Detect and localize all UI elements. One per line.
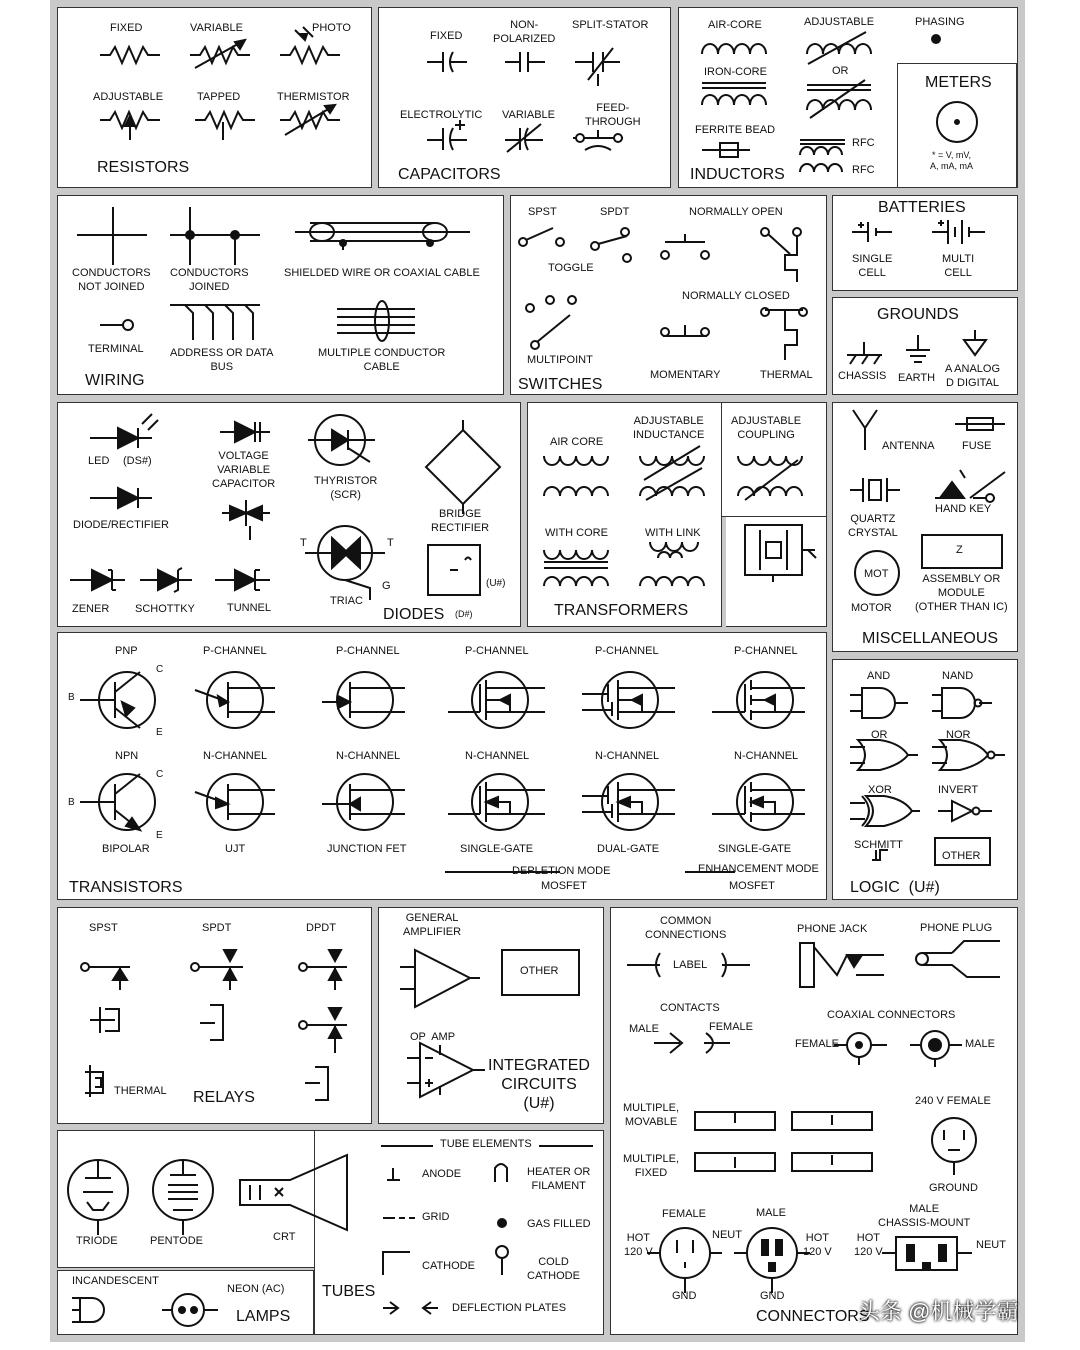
transistor-singlegate-label: SINGLE-GATE [460, 843, 534, 855]
capacitor-nonpolarized-label: NON- POLARIZED [493, 19, 556, 45]
transformer-withlink-label: WITH LINK [645, 527, 701, 539]
transistor-enh-singlegate-label: SINGLE-GATE [718, 843, 792, 855]
transistor-symbols [60, 660, 820, 870]
lamp-neon-label: NEON (AC) [227, 1283, 285, 1295]
conn-outlet-female-label: FEMALE [662, 1208, 707, 1220]
switch-spst-label: SPST [528, 206, 557, 218]
switch-normallyopen-label: NORMALLY OPEN [689, 206, 783, 218]
transistor-nchan2-label: N-CHANNEL [336, 750, 401, 762]
enhancement-mosfet-label: MOSFET [729, 880, 775, 892]
transformer-aircore-label: AIR CORE [550, 436, 604, 448]
depletion-mosfet-label: MOSFET [541, 880, 587, 892]
conn-common-label: COMMON CONNECTIONS [645, 915, 727, 941]
transformer-adjustable-coupling-label: ADJUSTABLE COUPLING [731, 415, 802, 441]
transistor-nchan4-label: N-CHANNEL [595, 750, 660, 762]
diode-bridge-label: BRIDGE RECTIFIER [431, 508, 490, 534]
resistors-title: RESISTORS [97, 159, 190, 176]
tube-heater-label: HEATER OR FILAMENT [527, 1166, 591, 1192]
meter-note: * = V, mV, A, mA, mA [930, 150, 974, 172]
meter-icon [932, 100, 982, 150]
depletion-mode-label: DEPLETION MODE [512, 865, 611, 877]
conn-phonejack-label: PHONE JACK [797, 923, 868, 935]
conn-coax-male-label: MALE [965, 1038, 995, 1050]
pin-b1-label: B [68, 692, 75, 703]
ground-symbols [842, 330, 1002, 366]
transformer-symbols [540, 450, 820, 600]
inductor-symbols [700, 30, 900, 180]
conn-multiple-movable-label: MULTIPLE, MOVABLE [623, 1102, 680, 1128]
relay-spst-label: SPST [89, 922, 118, 934]
misc-fuse-label: FUSE [962, 440, 992, 452]
resistor-fixed-label: FIXED [110, 22, 143, 34]
transistor-bipolar-label: BIPOLAR [102, 843, 150, 855]
tube-coldcathode-label: COLD CATHODE [527, 1256, 580, 1282]
enhancement-mode-label: ENHANCEMENT MODE [698, 863, 819, 875]
wiring-multicable-label: MULTIPLE CONDUCTOR CABLE [318, 347, 446, 373]
wiring-bus-label: ADDRESS OR DATA BUS [170, 347, 274, 373]
ic-other-label: OTHER [520, 965, 559, 977]
capacitor-fixed-label: FIXED [430, 30, 463, 42]
transistor-pchan4-label: P-CHANNEL [595, 645, 659, 657]
tube-pentode-label: PENTODE [150, 1235, 203, 1247]
switch-spdt-label: SPDT [600, 206, 630, 218]
lamps-title: LAMPS [236, 1308, 291, 1325]
logic-or-label: OR [871, 729, 888, 741]
conn-male-gnd-label: GND [760, 1290, 785, 1302]
capacitor-feedthrough-label: FEED- THROUGH [585, 102, 641, 128]
misc-assembly-label: ASSEMBLY OR MODULE (OTHER THAN IC) [915, 573, 1008, 613]
misc-crystal-label: QUARTZ CRYSTAL [848, 513, 898, 539]
ic-general-amp-label: GENERAL AMPLIFIER [403, 912, 462, 938]
ground-earth-label: EARTH [898, 372, 936, 384]
transistor-ujt-label: UJT [225, 843, 246, 855]
conn-female-gnd-label: GND [672, 1290, 697, 1302]
battery-symbols [850, 220, 1000, 250]
miscellaneous-title: MISCELLANEOUS [862, 630, 999, 647]
conn-contacts-label: CONTACTS [660, 1002, 720, 1014]
capacitor-splitstator-label: SPLIT-STATOR [572, 19, 649, 31]
inductor-rfc1-label: RFC [852, 137, 875, 149]
conn-240v-ground-label: GROUND [929, 1182, 978, 1194]
ic-symbols [395, 945, 595, 1105]
pin-e2-label: E [156, 830, 163, 841]
diode-zener-label: ZENER [72, 603, 110, 615]
conn-chassis-neut-label: NEUT [976, 1239, 1006, 1251]
triac-g-label: G [382, 580, 391, 592]
ics-title: INTEGRATED CIRCUITS (U#) [488, 1057, 590, 1113]
inductor-ironcore-label: IRON-CORE [704, 66, 767, 78]
tube-elements-label: TUBE ELEMENTS [440, 1138, 532, 1150]
pin-c2-label: C [156, 769, 164, 780]
transistor-pchan1-label: P-CHANNEL [203, 645, 267, 657]
capacitor-symbols [425, 50, 665, 160]
battery-single-label: SINGLE CELL [852, 253, 893, 279]
diode-schottky-label: SCHOTTKY [135, 603, 195, 615]
capacitors-title: CAPACITORS [398, 166, 501, 183]
batteries-title: BATTERIES [878, 199, 966, 216]
wiring-terminal-label: TERMINAL [88, 343, 144, 355]
wiring-shielded-label: SHIELDED WIRE OR COAXIAL CABLE [284, 267, 480, 279]
conn-coax-female-label: FEMALE [795, 1038, 840, 1050]
misc-z-label: Z [956, 544, 963, 556]
switch-toggle-label: TOGGLE [548, 262, 594, 274]
switch-thermal-label: THERMAL [760, 369, 813, 381]
tube-cathode-label: CATHODE [422, 1260, 475, 1272]
grounds-title: GROUNDS [877, 306, 959, 323]
logic-nor-label: NOR [946, 729, 971, 741]
transistor-npn-label: NPN [115, 750, 139, 762]
transformer-withcore-label: WITH CORE [545, 527, 608, 539]
conn-multiple-fixed-label: MULTIPLE, FIXED [623, 1153, 680, 1179]
pin-b2-label: B [68, 797, 75, 808]
pin-c1-label: C [156, 664, 164, 675]
wiring-title: WIRING [85, 372, 145, 389]
lamp-symbols [70, 1290, 240, 1330]
tube-deflection-label: DEFLECTION PLATES [452, 1302, 567, 1314]
ground-chassis-label: CHASSIS [838, 370, 887, 382]
resistor-variable-label: VARIABLE [190, 22, 243, 34]
tube-grid-label: GRID [422, 1211, 450, 1223]
logic-nand-label: NAND [942, 670, 974, 682]
resistor-tapped-label: TAPPED [197, 91, 241, 103]
battery-multi-label: MULTI CELL [942, 253, 975, 279]
conn-chassis-mount-label: MALE CHASSIS-MOUNT [878, 1203, 971, 1229]
conn-contacts-female-label: FEMALE [709, 1021, 754, 1033]
inductor-ferritebead-label: FERRITE BEAD [695, 124, 776, 136]
relay-spdt-label: SPDT [202, 922, 232, 934]
switch-normallyclosed-label: NORMALLY CLOSED [682, 290, 790, 302]
transformers-title: TRANSFORMERS [554, 602, 689, 619]
triac-t1-label: T [300, 537, 307, 549]
wiring-notjoined-label: CONDUCTORS NOT JOINED [72, 267, 151, 293]
inductor-phasing-label: PHASING [915, 16, 965, 28]
transistor-dualgate-label: DUAL-GATE [597, 843, 660, 855]
transistors-title: TRANSISTORS [69, 879, 183, 896]
misc-mot-label: MOT [864, 568, 889, 580]
conn-240v-label: 240 V FEMALE [915, 1095, 991, 1107]
logic-other-label: OTHER [942, 850, 981, 862]
conn-phoneplug-label: PHONE PLUG [920, 922, 993, 934]
transistor-pchan3-label: P-CHANNEL [465, 645, 529, 657]
resistor-symbols [95, 40, 375, 140]
transformer-adjustable-inductance-label: ADJUSTABLE INDUCTANCE [633, 415, 705, 441]
diode-led-ds-label: (DS#) [123, 455, 152, 467]
diode-led-label: LED [88, 455, 110, 467]
inductor-aircore-label: AIR-CORE [708, 19, 762, 31]
conn-contacts-male-label: MALE [629, 1023, 659, 1035]
logic-and-label: AND [867, 670, 891, 682]
conn-outlet-male-label: MALE [756, 1207, 786, 1219]
switch-momentary-label: MOMENTARY [650, 369, 721, 381]
ground-analog-digital-label: A ANALOG D DIGITAL [945, 363, 1001, 389]
diode-triac-label: TRIAC [330, 595, 363, 607]
transistor-pchan2-label: P-CHANNEL [336, 645, 400, 657]
transistor-pnp-label: PNP [115, 645, 138, 657]
capacitor-variable-label: VARIABLE [502, 109, 555, 121]
diode-tunnel-label: TUNNEL [227, 602, 272, 614]
meters-title: METERS [925, 74, 992, 91]
diode-rectifier-label: DIODE/RECTIFIER [73, 519, 169, 531]
logic-title: LOGIC (U#) [850, 879, 940, 896]
triac-t2-label: T [387, 537, 394, 549]
misc-motor-label: MOTOR [851, 602, 892, 614]
watermark-text: 头条 @机械学霸 [858, 1299, 1019, 1324]
inductor-or-label: OR [832, 65, 849, 77]
diodes-title: DIODES [383, 606, 445, 623]
conn-male-hot-label: HOT 120 V [803, 1232, 832, 1258]
switch-symbols [515, 220, 815, 370]
wiring-joined-label: CONDUCTORS JOINED [170, 267, 249, 293]
tubes-title: TUBES [322, 1283, 376, 1300]
conn-female-hot-label: HOT 120 V [624, 1232, 653, 1258]
transistor-jfet-label: JUNCTION FET [327, 843, 407, 855]
inductor-rfc2-label: RFC [852, 164, 875, 176]
transistor-pchan5-label: P-CHANNEL [734, 645, 798, 657]
lamp-incandescent-label: INCANDESCENT [72, 1275, 159, 1287]
misc-antenna-label: ANTENNA [882, 440, 935, 452]
connectors-title: CONNECTORS [756, 1308, 870, 1325]
transistor-nchan1-label: N-CHANNEL [203, 750, 268, 762]
transistor-nchan5-label: N-CHANNEL [734, 750, 799, 762]
switch-multipoint-label: MULTIPOINT [527, 354, 593, 366]
diode-symbols [70, 410, 520, 610]
resistor-photo-label: PHOTO [312, 22, 351, 34]
bridge-ref-label: (U#) [486, 578, 506, 589]
inductors-title: INDUCTORS [690, 166, 785, 183]
diode-thyristor-label: THYRISTOR (SCR) [314, 475, 378, 501]
ic-opamp-label: OP AMP [410, 1031, 456, 1043]
tube-triode-label: TRIODE [76, 1235, 118, 1247]
capacitor-electrolytic-label: ELECTROLYTIC [400, 109, 483, 121]
pin-e1-label: E [156, 727, 163, 738]
switches-title: SWITCHES [518, 376, 603, 393]
inductor-adjustable-label: ADJUSTABLE [804, 16, 875, 28]
logic-invert-label: INVERT [938, 784, 979, 796]
relays-title: RELAYS [193, 1089, 255, 1106]
tube-crt-label: CRT [273, 1231, 296, 1243]
diodes-ref-label: (D#) [455, 609, 473, 619]
logic-symbols [850, 685, 1010, 875]
conn-label-label: LABEL [673, 959, 708, 971]
misc-handkey-label: HAND KEY [935, 503, 992, 515]
resistor-adjustable-label: ADJUSTABLE [93, 91, 164, 103]
diode-varicap-label: VOLTAGE VARIABLE CAPACITOR [212, 450, 276, 490]
conn-chassis-hot-label: HOT 120 V [854, 1232, 883, 1258]
relay-dpdt-label: DPDT [306, 922, 336, 934]
relay-symbols [75, 945, 360, 1105]
tube-gasfilled-label: GAS FILLED [527, 1218, 591, 1230]
resistor-thermistor-label: THERMISTOR [277, 91, 350, 103]
misc-symbols [845, 410, 1015, 610]
conn-female-neut-label: NEUT [712, 1229, 742, 1241]
connector-symbols [622, 935, 1017, 1295]
logic-schmitt-label: SCHMITT [854, 839, 903, 851]
transistor-nchan3-label: N-CHANNEL [465, 750, 530, 762]
relay-thermal-label: THERMAL [114, 1085, 167, 1097]
tube-anode-label: ANODE [422, 1168, 462, 1180]
conn-coaxial-label: COAXIAL CONNECTORS [827, 1009, 956, 1021]
wiring-symbols [75, 205, 495, 365]
logic-xor-label: XOR [868, 784, 892, 796]
